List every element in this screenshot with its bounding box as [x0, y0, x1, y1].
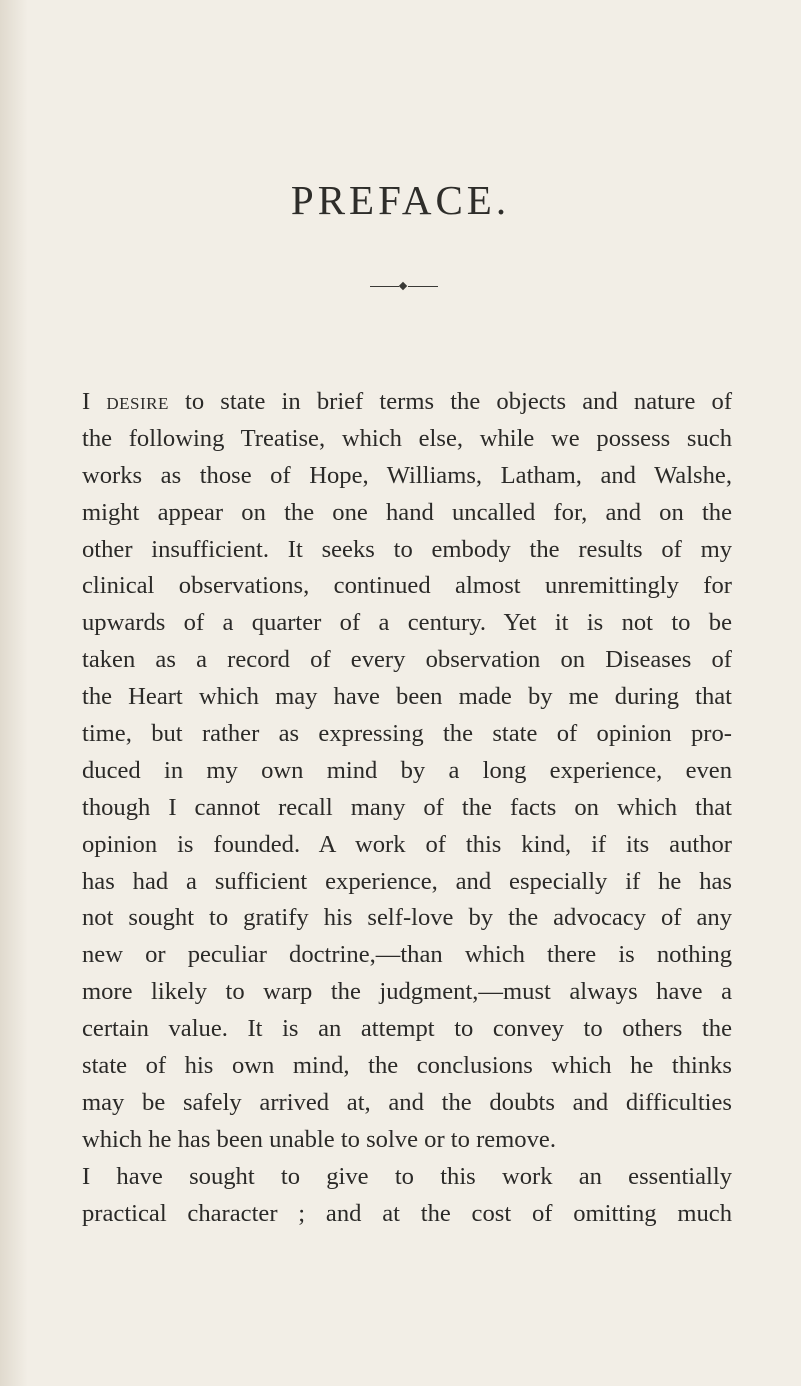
- text-line-1: [82, 384, 732, 421]
- text-line: though I cannot recall many of the facts on which that: [82, 793, 732, 821]
- text-line: clinical observations, continued almost unremittingly for: [82, 572, 732, 600]
- text-line: works as those of Hope, Williams, Latham, and Walshe,: [82, 461, 732, 489]
- text-line: the Heart which may have been made by me during that: [82, 683, 732, 711]
- opening-word: I: [82, 388, 107, 415]
- opening-rest: to state in brief terms the objects and nature of: [168, 388, 733, 415]
- paragraph-2-line-2: practical character ; and at the cost of omitting much: [82, 1199, 732, 1227]
- text-line: time, but rather as expressing the state of opinion pro-: [82, 720, 732, 748]
- text-line: the following Treatise, which else, while we possess such: [82, 424, 732, 452]
- text-line: may be safely arrived at, and the doubts and difficulties: [82, 1088, 732, 1116]
- text-line: might appear on the one hand uncalled for, and on the: [82, 498, 732, 526]
- text-line-paragraph-end: which he has been unable to solve or to remove.: [82, 1125, 556, 1153]
- ornamental-divider: [370, 282, 438, 292]
- text-line: taken as a record of every observation on Diseases of: [82, 646, 732, 674]
- page-title: PREFACE.: [290, 177, 511, 223]
- text-line: new or peculiar doctrine,—than which there is nothing: [82, 941, 732, 969]
- text-line: certain value. It is an attempt to convey to others the: [82, 1015, 732, 1043]
- text-line: more likely to warp the judgment,—must always have a: [82, 978, 732, 1006]
- diamond-ornament-icon: [399, 282, 407, 290]
- text-line: not sought to gratify his self-love by the advocacy of any: [82, 904, 732, 932]
- text-line: other insufficient. It seeks to embody the results of my: [82, 535, 732, 563]
- divider-rule-right: [408, 286, 438, 287]
- opening-smallcaps: desire: [106, 388, 169, 415]
- preface-body: [82, 384, 732, 1232]
- text-line: upwards of a quarter of a century. Yet it is not to be: [82, 609, 732, 637]
- divider-rule-left: [370, 286, 399, 287]
- text-line: opinion is founded. A work of this kind, if its author: [82, 830, 732, 858]
- paragraph-2-line-1: I have sought to give to this work an essentially: [82, 1162, 732, 1190]
- text-line: state of his own mind, the conclusions which he thinks: [82, 1052, 732, 1080]
- text-line: duced in my own mind by a long experience, even: [82, 756, 732, 784]
- text-line: has had a sufficient experience, and especially if he has: [82, 867, 732, 895]
